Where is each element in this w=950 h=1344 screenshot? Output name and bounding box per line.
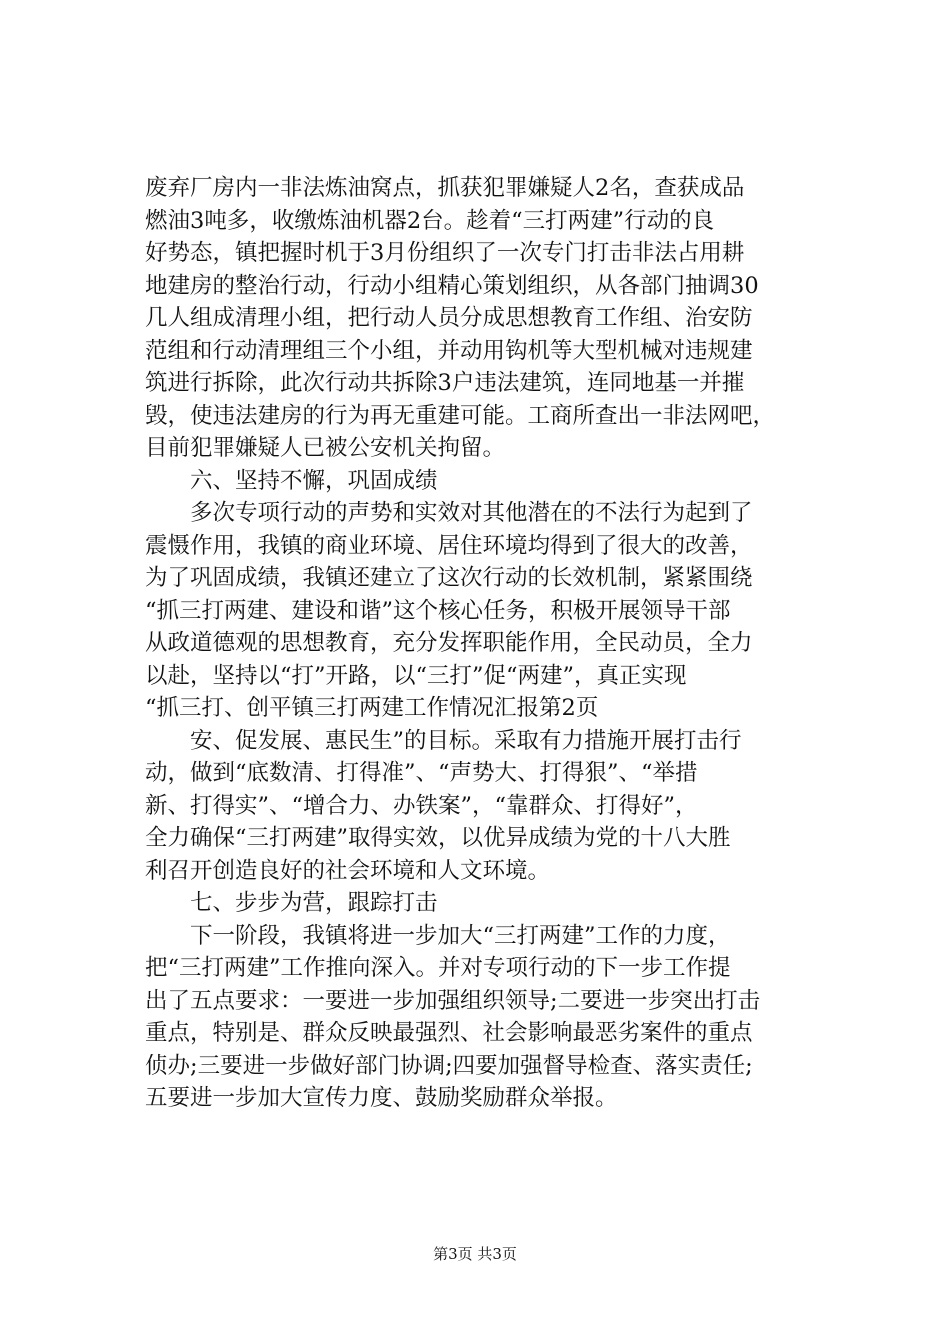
text-line: 以赴，坚持以“打”开路，以“三打”促“两建”，真正实现 bbox=[145, 662, 687, 689]
page-footer bbox=[0, 1244, 950, 1264]
text-line: 毁，使违法建房的行为再无重建可能。工商所查出一非法网吧， bbox=[145, 402, 776, 429]
text-line: 多次专项行动的声势和实效对其他潜在的不法行为起到了 bbox=[190, 500, 753, 526]
text-line: 废弃厂房内一非法炼油窝点，抓获犯罪嫌疑人2名，查获成品 bbox=[145, 175, 745, 201]
text-line: 范组和行动清理组三个小组，并动用钩机等大型机械对违规建 bbox=[145, 337, 753, 364]
text-line: “抓三打两建、建设和谐”这个核心任务，积极开展领导干部 bbox=[145, 597, 731, 624]
text-line: 新、打得实”、“增合力、办铁案”，“靠群众、打得好”， bbox=[145, 792, 698, 819]
text-line: 出了五点要求：一要进一步加强组织领导;二要进一步突出打击 bbox=[145, 987, 761, 1014]
section-heading: 七、步步为营，跟踪打击 bbox=[190, 890, 438, 916]
text-line: 重点，特别是、群众反映最强烈、社会影响最恶劣案件的重点 bbox=[145, 1020, 753, 1046]
text-line: 安、促发展、惠民生”的目标。采取有力措施开展打击行 bbox=[190, 727, 742, 754]
page-number-label: 第3页 共3页 bbox=[433, 1245, 517, 1263]
text-line: 筑进行拆除，此次行动共拆除3户违法建筑，连同地基一并摧 bbox=[145, 370, 745, 396]
text-line: 好势态，镇把握时机于3月份组织了一次专门打击非法占用耕 bbox=[145, 240, 745, 266]
text-line: 侦办;三要进一步做好部门协调;四要加强督导检查、落实责任; bbox=[145, 1052, 753, 1079]
text-line: 为了巩固成绩，我镇还建立了这次行动的长效机制，紧紧围绕 bbox=[145, 565, 753, 591]
section-heading: 六、坚持不懈，巩固成绩 bbox=[190, 467, 438, 494]
text-line: “抓三打、创平镇三打两建工作情况汇报第2页 bbox=[145, 695, 599, 721]
text-line: 下一阶段，我镇将进一步加大“三打两建”工作的力度， bbox=[190, 922, 731, 949]
text-line: 把“三打两建”工作推向深入。并对专项行动的下一步工作提 bbox=[145, 955, 731, 981]
text-line: 从政道德观的思想教育，充分发挥职能作用，全民动员，全力 bbox=[145, 630, 753, 656]
text-line: 全力确保“三打两建”取得实效，以优异成绩为党的十八大胜 bbox=[145, 825, 731, 851]
document-body bbox=[145, 172, 835, 1115]
text-line: 地建房的整治行动，行动小组精心策划组织，从各部门抽调30 bbox=[145, 272, 759, 299]
text-line: 动，做到“底数清、打得准”、“声势大、打得狠”、“举措 bbox=[145, 760, 698, 786]
text-line: 震慑作用，我镇的商业环境、居住环境均得到了很大的改善， bbox=[145, 532, 753, 559]
text-line: 目前犯罪嫌疑人已被公安机关拘留。 bbox=[145, 435, 506, 461]
text-line: 利召开创造良好的社会环境和人文环境。 bbox=[145, 857, 551, 884]
text-line: 燃油3吨多，收缴炼油机器2台。趁着“三打两建”行动的良 bbox=[145, 207, 715, 234]
text-line: 五要进一步加大宣传力度、鼓励奖励群众举报。 bbox=[145, 1085, 618, 1111]
text-line: 几人组成清理小组，把行动人员分成思想教育工作组、治安防 bbox=[145, 305, 753, 331]
